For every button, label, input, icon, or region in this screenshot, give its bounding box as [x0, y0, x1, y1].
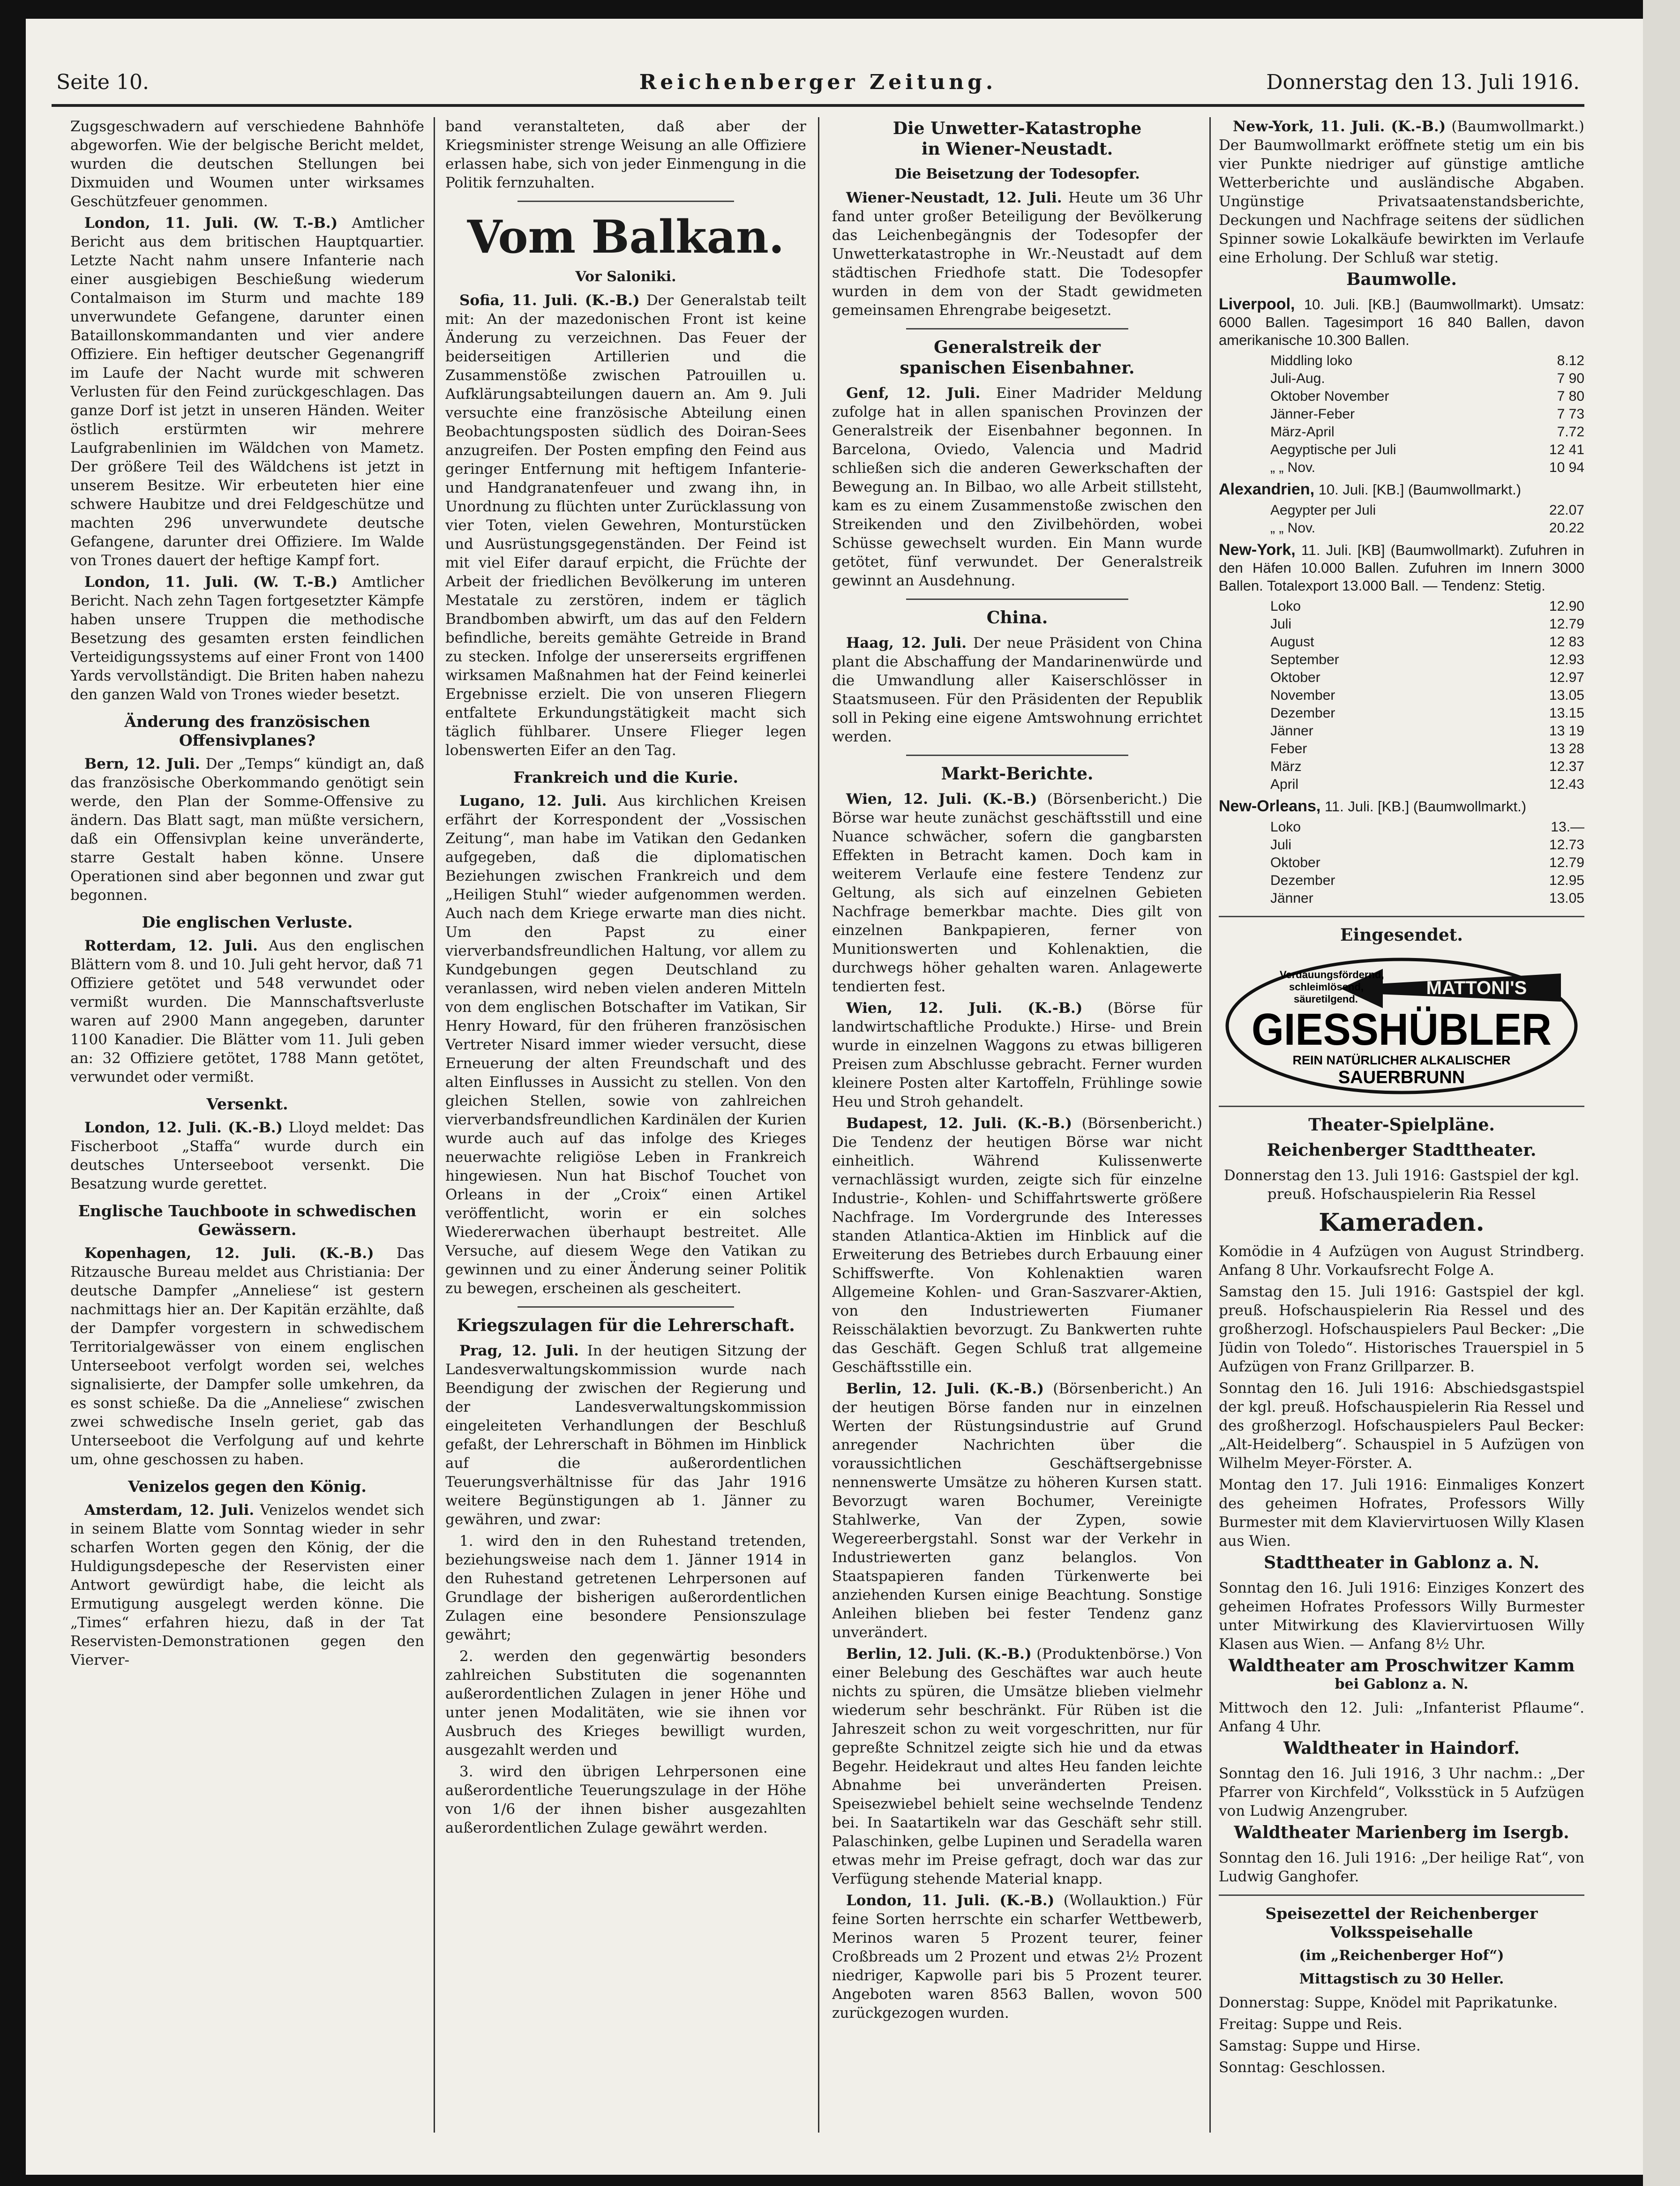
article-text	[832, 384, 1202, 590]
ad-tagline: schleimlösend,	[1289, 981, 1364, 993]
article-text	[445, 792, 806, 1298]
page-number: Seite 10.	[56, 70, 149, 94]
price-value: 7 90	[1557, 371, 1584, 386]
article-text	[70, 1118, 424, 1193]
headline: Stadttheater in Gablonz a. N.	[1264, 1553, 1539, 1572]
section-headline: Vom Balkan.	[467, 210, 785, 263]
price-value: 12 41	[1549, 442, 1584, 457]
theater-listing: Komödie in 4 Aufzügen von August Strindberg. Anfang 8 Uhr. Vorkaufsrecht Folge A.	[1219, 1243, 1584, 1279]
dateline: Budapest, 12. Juli. (K.-B.)	[846, 1115, 1072, 1132]
article-body: Das Ritzausche Bureau meldet aus Christiania: Der deutsche Dampfer „Anneliese“ ist gestern nachmittags hier an. Der Kapitän erzählte, daß der Dampfer vorgestern in schwedischem Territorialgewässer von einem englischen Unterseeboot verfolgt worden sei, welches signalisierte, der Dampfer solle umkehren, da es sonst schieße. Da die „Anneliese“ zwischen zwei schwedische Inseln geriet, gab das Unterseeboot die Verfolgung auf und kehrte um, ohne geschossen zu haben.	[70, 1245, 424, 1468]
article-text	[70, 755, 424, 905]
section-rule	[1219, 916, 1584, 917]
price-label: September	[1270, 652, 1339, 667]
price-label: August	[1270, 634, 1314, 650]
newspaper-title: Reichenberger Zeitung.	[639, 70, 997, 94]
article-text	[445, 1341, 806, 1529]
column-divider	[1209, 117, 1211, 2133]
dateline: London, 11. Juli. (W. T.-B.)	[84, 215, 338, 232]
headline: Baumwolle.	[1346, 270, 1457, 289]
price-label: Juli	[1270, 837, 1292, 853]
price-label: Juli	[1270, 616, 1292, 632]
price-label: März-April	[1270, 424, 1335, 440]
theater-listing: Donnerstag den 13. Juli 1916: Gastspiel der kgl. preuß. Hofschauspielerin Ria Ressel	[1223, 1167, 1580, 1203]
section-rule	[906, 328, 1128, 329]
price-label: Juli-Aug.	[1270, 371, 1325, 386]
header-rule	[52, 104, 1584, 107]
price-label: April	[1270, 777, 1299, 792]
play-title: Kameraden.	[1319, 1208, 1485, 1237]
price-table-new-orleans	[1219, 818, 1584, 907]
article-body: Amtlicher Bericht. Nach zehn Tagen fortgesetzter Kämpfe haben unsere Truppen die methodische Besetzung des gesamten ersten feindlichen Verteidigungssystems auf einer Front von 1400 Yards vervollständigt. Die Briten haben nahezu den ganzen Wald von Trones wieder besetzt.	[70, 574, 424, 703]
scan-edge	[1643, 0, 1680, 2186]
theater-section	[1219, 1115, 1584, 2077]
article-body: Lloyd meldet: Das Fischerboot „Staffa“ wurde durch ein deutsches Unterseeboot versenkt. Die Besatzung wurde gerettet.	[70, 1119, 424, 1192]
headline: in Wiener-Neustadt.	[921, 139, 1113, 159]
article-body: Einer Madrider Meldung zufolge hat in allen spanischen Provinzen der Generalstreik der Eisenbahner begonnen. In Barcelona, Oviedo, Valencia und Madrid schließen sich die anderen Gewerkschaften der Bewegung an. In Bilbao, wo alle Arbeit stillsteht, kam es zu einem Zusammenstoße zwischen den Streikenden und den Zivilbehörden, wobei Schüsse gewechselt wurden. Ein Mann wurde getötet, fünf verwundet. Der Generalstreik gewinnt an Ausdehnung.	[832, 385, 1202, 589]
dateline: Bern, 12. Juli.	[84, 756, 200, 772]
theater-listing: Sonntag den 16. Juli 1916: Abschiedsgastspiel der kgl. preuß. Hofschauspielerin Ria Ressel und des großherzogl. Hofschauspielers Paul Becker: „Alt-Heidelberg“. Schauspiel in 5 Aufzügen von Wilhelm Meyer-Förster. A.	[1219, 1380, 1584, 1472]
article-text	[70, 936, 424, 1086]
price-label: Oktober November	[1270, 389, 1389, 404]
page-header	[56, 70, 1580, 103]
dateline: Wiener-Neustadt, 12. Juli.	[846, 189, 1062, 206]
ad-description: REIN NATÜRLICHER ALKALISCHER	[1292, 1053, 1511, 1067]
article-body: Der „Temps“ kündigt an, daß das französische Oberkommando genötigt sein werde, den Plan der Somme-Offensive zu ändern. Das Blatt sagt, man müßte versichern, daß ein Offensivplan keine unveränderte, starre Gestalt haben könne. Unsere Operationen sind aber begonnen und zwar gut begonnen.	[70, 756, 424, 904]
price-value: 10 94	[1549, 460, 1584, 475]
price-label: Oktober	[1270, 855, 1320, 870]
section-rule	[906, 755, 1128, 756]
subheadline: bei Gablonz a. N.	[1335, 1676, 1469, 1692]
theater-listing: Montag den 17. Juli 1916: Einmaliges Konzert des geheimen Hofrates, Professors Willy Burmester mit dem Klaviervirtuosen Willy Klasen aus Wien.	[1219, 1476, 1584, 1550]
headline: China.	[986, 608, 1048, 628]
article-body: Heute um 36 Uhr fand unter großer Beteiligung der Bevölkerung das Leichenbegängnis der Todesopfer der Unwetterkatastrophe in Wr.-Neustadt auf dem städtischen Friedhofe statt. Die Todesopfer wurden in dem von der Stadt gewidmeten gemeinsamen Ehrengrabe beigesetzt.	[832, 189, 1202, 319]
market-city: Alexandrien,	[1219, 480, 1315, 498]
price-table-new-york	[1219, 598, 1584, 794]
price-table-liverpool	[1219, 352, 1584, 477]
article-body: Amtlicher Bericht aus dem britischen Hauptquartier. Letzte Nacht nahm unsere Infanterie nach einer ausgiebigen Beschießung wiederum Contalmaison im Sturm und machte 189 unverwundete Gefangene, darunter einen Bataillonskommandanten und vier andere Offiziere. Ein heftiger deutscher Gegenangriff im Laufe der Nacht wurde mit schweren Verlusten für den Feind zurückgeschlagen. Das ganze Dorf ist jetzt in unseren Händen. Weiter östlich erstürmten wir mehrere Laufgrabenlinien im Wäldchen von Mametz. Der größere Teil des Wäldchens ist jetzt in unserem Besitze. Wir erbeuteten hier eine schwere Haubitze und drei Feldgeschütze und machten 296 unverwundete deutsche Gefangene, darunter drei Offiziere. Im Walde von Trones dauert der heftige Kampf fort.	[70, 215, 424, 569]
headline: Eingesendet.	[1340, 925, 1463, 945]
ad-tagline: säuretilgend.	[1294, 993, 1358, 1005]
article-text: band veranstalteten, daß aber der Kriegsminister strenge Weisung an alle Offiziere erlassen habe, sich von jeder Einmengung in die Politik fernzuhalten.	[445, 118, 806, 191]
dateline: Amsterdam, 12. Juli.	[84, 1502, 255, 1519]
dateline: Lugano, 12. Juli.	[459, 793, 607, 809]
market-report	[1219, 797, 1584, 816]
price-label: Aegypter per Juli	[1270, 502, 1376, 518]
article-text	[832, 790, 1202, 996]
dateline: Haag, 12. Juli.	[846, 635, 967, 651]
article-text	[832, 1114, 1202, 1377]
article-body: (Wollauktion.) Für feine Sorten herrschte ein scharfer Wettbewerb, Merinos waren 5 Prozent teurer, feiner Croßbreads um 2 Prozent und etwas 2½ Prozent niedriger, Kapwolle pari bis 5 Prozent teurer. Angeboten waren 8563 Ballen, wovon 500 zurückgezogen wurden.	[832, 1892, 1202, 2021]
article-body: (Börsenbericht.) Die Tendenz der heutigen Börse war nicht einheitlich. Während Kulissenwerte vernachlässigt wurden, zeigte sich für einzelne Industrie-, Kohlen- und Schiffahrtswerte größere Nachfrage. Im Vordergrunde des Interesses standen Atlantica-Aktien im Hinblick auf die Erweiterung des Betriebes durch Erbauung einer Schiffswerfte. Von Kohlenaktien waren Allgemeine Kohlen- und Gran-Saszvarer-Aktien, von den Industriewerten Fiumaner Reisschälaktien bevorzugt. Zu Bankwerten ruhte das Geschäft. Gegen Schluß trat allgemeine Geschäftsstille ein.	[832, 1115, 1202, 1376]
headline: Waldtheater in Haindorf.	[1283, 1738, 1520, 1758]
headline: Reichenberger Stadttheater.	[1267, 1140, 1537, 1160]
article-body: (Börsenbericht.) Die Börse war heute zunächst geschäftsstill und eine Nuance schwächer, sofern die gangbarsten Effekten in Betracht kamen. Doch kam in weiterem Verlaufe eine festere Tendenz zur Geltung, als sich auf einzelnen Gebieten Nachfrage bemerkbar machte. Dies gilt von einzelnen Bankpapieren, ferner von Munitionswerten und Kohlenaktien, die durchwegs höher gehalten waren. Anlagewerte tendierten fest.	[832, 791, 1202, 995]
article-body: Venizelos wendet sich in seinem Blatte vom Sonntag wieder in sehr scharfen Worten gegen den König, der die Huldigungsdepesche der Reservisten einer Antwort gewürdigt habe, die leicht als Ermutigung ausgelegt werden könne. Die „Times“ erfahren hiezu, daß in der Tat Reservisten-Demonstrationen gegen den Vierver-	[70, 1502, 424, 1669]
price-label: Jänner-Feber	[1270, 406, 1355, 422]
article-body: Aus kirchlichen Kreisen erfährt der Korrespondent der „Vossischen Zeitung“, man habe im Vatikan den Gedanken aufgegeben, daß die diplomatischen Beziehungen zwischen Frankreich und dem „Heiligen Stuhl“ wieder aufgenommen werden. Auch nach dem Kriege erwarte man dies nicht. Um den Papst zu einer vierverbandsfreundlichen Haltung, vor allem zu Kundgebungen gegen Deutschland zu veranlassen, wird neben vielen anderen Mitteln von dem englischen Botschafter im Vatikan, Sir Henry Howard, für den früheren französischen Vertreter Nisard immer wieder versucht, diese Erneuerung der alten Freundschaft und des alten Einflusses in Aussicht zu stellen. Von den gleichen Stellen, sowie von zahlreichen vierverbandsfreundlichen Kardinälen der Kurien wurde auch auf das infolge des Krieges neuerwachte religiöse Leben in Frankreich hingewiesen. Nun hat Bischof Touchet von Orleans in der „Croix“ einen Artikel veröffentlicht, worin er ein solches Wiedererwachen überhaupt bestreitet. Alle Versuche, auf diesem Wege den Vatikan zu gewinnen und zu einer Änderung seiner Politik zu bewegen, erscheinen als gescheitert.	[445, 793, 806, 1297]
article-body: (Produktenbörse.) Von einer Belebung des Geschäftes war auch heute nichts zu spüren, die Umsätze blieben vielmehr wiederum sehr beschränkt. Für Rüben ist die Jahreszeit schon zu weit vorgeschritten, nur für gepreßte Schnitzel zeigte sich hie und da etwas Begehr. Heidekraut und altes Heu fanden leichte Abnahme bei unveränderten Preisen. Speisezwiebel behielt seine wechselnde Tendenz bei. In Saatartikeln war das Geschäft sehr still. Palaschinken, gelbe Lupinen und Seradella waren etwas mehr im Preise gefragt, doch war das zur Verfügung stehende Material knapp.	[832, 1646, 1202, 1887]
price-value: 12 83	[1549, 634, 1584, 650]
price-value: 13 19	[1549, 723, 1584, 739]
price-value: 12.97	[1549, 670, 1584, 685]
theater-listing: Mittwoch den 12. Juli: „Infanterist Pflaume“. Anfang 4 Uhr.	[1219, 1699, 1584, 1735]
article-body: In der heutigen Sitzung der Landesverwaltungskommission wurde nach Beendigung der zwischen der Regierung und der Landesverwaltungskommission eingeleiteten Verhandlungen der Beschluß gefaßt, der Lehrerschaft in Böhmen im Hinblick auf die außerordentlichen Teuerungsverhältnisse für das Jahr 1916 weitere Begünstigungen ab 1. Jänner zu gewähren, und zwar:	[445, 1342, 806, 1528]
price-label: Dezember	[1270, 873, 1335, 888]
section-rule	[518, 201, 734, 202]
theater-listing: Sonntag den 16. Juli 1916: Einziges Konzert des geheimen Hofrates Professors Willy Burmester unter Mitwirkung des Klaviervirtuosen Willy Klasen aus Wien. — Anfang 8½ Uhr.	[1219, 1580, 1584, 1653]
price-label: März	[1270, 759, 1302, 774]
price-value: 13.—	[1551, 819, 1584, 835]
menu-item: Donnerstag: Suppe, Knödel mit Paprikatunke.	[1219, 1994, 1558, 2011]
dateline: Wien, 12. Juli. (K.-B.)	[846, 791, 1037, 808]
article-body: Der neue Präsident von China plant die Abschaffung der Mandarinenwürde und die Umwandlung aller Kaiserschlösser in Staatsmuseen. Für den Präsidenten der Republik soll in Peking eine eigene Amtswohnung errichtet werden.	[832, 635, 1202, 745]
dateline: London, 11. Juli. (W. T.-B.)	[84, 574, 338, 591]
headline: Speisezettel der Reichenberger Volksspeisehalle	[1265, 1904, 1538, 1941]
price-value: 12.95	[1549, 873, 1584, 888]
price-value: 20.22	[1549, 520, 1584, 536]
market-city: New-Orleans,	[1219, 797, 1321, 815]
price-label: Dezember	[1270, 705, 1335, 721]
market-report	[1219, 480, 1584, 499]
headline: Generalstreik der	[934, 337, 1101, 357]
dateline: Berlin, 12. Juli. (K.-B.)	[846, 1380, 1044, 1397]
headline: Waldtheater Marienberg im Isergb.	[1234, 1823, 1569, 1842]
price-value: 12.37	[1549, 759, 1584, 774]
menu-item: Freitag: Suppe und Reis.	[1219, 2016, 1402, 2033]
issue-date: Donnerstag den 13. Juli 1916.	[1266, 70, 1580, 94]
market-text: 10. Juli. [KB.] (Baumwollmarkt). Umsatz: 6000 Ballen. Tagesimport 16 840 Ballen, davon amerikanische 10.300 Ballen.	[1219, 296, 1584, 348]
dateline: Kopenhagen, 12. Juli. (K.-B.)	[84, 1245, 374, 1262]
headline: Englische Tauchboote in schwedischen Gewässern.	[78, 1202, 417, 1239]
article-text	[70, 573, 424, 704]
column-divider	[434, 117, 435, 2133]
column-2	[445, 117, 806, 2133]
column-divider	[818, 117, 819, 2133]
price-label: Loko	[1270, 599, 1301, 614]
price-value: 13.15	[1549, 705, 1584, 721]
section-rule	[1219, 1894, 1584, 1896]
price-value: 13.05	[1549, 688, 1584, 703]
price-value: 8.12	[1557, 353, 1584, 368]
price-label: „ „ Nov.	[1270, 520, 1316, 536]
price-value: 12.79	[1549, 616, 1584, 632]
market-report	[1219, 295, 1584, 349]
menu-item: Samstag: Suppe und Hirse.	[1219, 2037, 1421, 2054]
dateline: Wien, 12. Juli. (K.-B.)	[846, 1000, 1083, 1017]
headline: Theater-Spielpläne.	[1308, 1115, 1495, 1135]
price-label: Jänner	[1270, 723, 1313, 739]
headline: Die englischen Verluste.	[142, 913, 353, 931]
article-text	[832, 188, 1202, 320]
advertisement-graphic	[1223, 956, 1580, 1096]
theater-listing: Sonntag den 16. Juli 1916, 3 Uhr nachm.: „Der Pfarrer von Kirchfeld“, Volksstück in 5 Aufzügen von Ludwig Anzengruber.	[1219, 1765, 1584, 1819]
price-label: Feber	[1270, 741, 1307, 756]
article-text	[445, 291, 806, 760]
article-text	[70, 1501, 424, 1669]
subheadline: (im „Reichenberger Hof“)	[1299, 1947, 1504, 1964]
ad-product-name: GIESSHÜBLER	[1252, 1004, 1552, 1055]
subheadline: Vor Saloniki.	[575, 269, 676, 285]
article-text: 1. wird den in den Ruhestand tretenden, beziehungsweise nach dem 1. Jänner 1914 in den Ruhestand getretenen Lehrpersonen auf Grundlage der bisherigen außerordentlichen Zulagen eine besondere Pensionszulage gewährt;	[445, 1533, 806, 1643]
price-value: 22.07	[1549, 502, 1584, 518]
column-1	[70, 117, 424, 2133]
price-value: 12.93	[1549, 652, 1584, 667]
article-text	[832, 634, 1202, 746]
price-label: „ „ Nov.	[1270, 460, 1316, 475]
article-text: Zugsgeschwadern auf verschiedene Bahnhöfe abgeworfen. Wie der belgische Bericht meldet, wurden die deutschen Stellungen bei Dixmuiden und Woumen unter wirksames Geschützfeuer genommen.	[70, 118, 424, 210]
dateline: New-York, 11. Juli. (K.-B.)	[1233, 118, 1446, 135]
article-text	[832, 1645, 1202, 1888]
price-label: Loko	[1270, 819, 1301, 835]
price-value: 12.73	[1549, 837, 1584, 853]
price-value: 7 80	[1557, 389, 1584, 404]
market-text: 10. Juli. [KB.] (Baumwollmarkt.)	[1318, 481, 1522, 498]
mattoni-advertisement	[1219, 956, 1584, 1096]
article-text	[832, 999, 1202, 1111]
dateline: Genf, 12. Juli.	[846, 385, 981, 402]
article-body: Der Generalstab teilt mit: An der mazedonischen Front ist keine Änderung zu verzeichnen. Das Feuer der beiderseitigen Artillerien und die Zusammenstöße zwischen Patrouillen u. Aufklärungsabteilungen dauern an. Am 9. Juli versuchte eine französische Abteilung einen Beobachtungsposten südlich des Doiran-Sees anzugreifen. Der Posten empfing den Feind aus geringer Entfernung mit heftigem Infanterie- und Handgranatenfeuer und zwang ihn, in Unordnung zu flüchten unter Zurücklassung von vier Toten, vielen Gewehren, Monturstücken und Ausrüstungsgegenständen. Der Feind ist mit viel Eifer darauf erpicht, die Früchte der Arbeit der friedlichen Bevölkerung im unteren Mestatale zu zerstören, indem er täglich Brandbomben abwirft, um das auf den Feldern befindliche, bereits gemähte Getreide in Brand zu stecken. Infolge der unsererseits ergriffenen wirksamen Maßnahmen hat der Feind keinerlei Ergebnisse erzielt. Die von unseren Fliegern entfaltete Erkundungstätigkeit macht sich täglich fühlbarer. Unsere Flieger legen lobenswerten Eifer an den Tag.	[445, 292, 806, 759]
price-label: Jänner	[1270, 891, 1313, 906]
price-value: 13 28	[1549, 741, 1584, 756]
price-value: 7 73	[1557, 406, 1584, 422]
market-text: 11. Juli. [KB] (Baumwollmarkt). Zufuhren in den Häfen 10.000 Ballen. Zufuhren im Innern 3000 Ballen. Totalexport 13.000 Ball. — Tendenz: Stetig.	[1219, 542, 1584, 594]
article-text	[1219, 117, 1584, 267]
dateline: London, 11. Juli. (K.-B.)	[846, 1892, 1055, 1909]
column-4	[1219, 117, 1584, 2133]
section-rule	[518, 1306, 734, 1308]
article-body: Aus den englischen Blättern vom 8. und 10. Juli geht hervor, daß 71 Offiziere getötet und 548 verwundet oder vermißt wurden. Die Mannschaftsverluste waren auf 2900 Mann angegeben, darunter 1100 Kanadier. Die Blätter vom 11. Juli geben an: 32 Offiziere getötet, 1788 Mann getötet, verwundet oder vermißt.	[70, 937, 424, 1086]
price-value: 12.79	[1549, 855, 1584, 870]
market-report	[1219, 541, 1584, 595]
price-value: 12.43	[1549, 777, 1584, 792]
price-label: Middling loko	[1270, 353, 1353, 368]
price-table-alexandria	[1219, 502, 1584, 537]
dateline: Sofia, 11. Juli. (K.-B.)	[459, 292, 640, 309]
article-body: (Börsenbericht.) An der heutigen Börse fanden nur in einzelnen Werten der Rüstungsindustrie auf Grund anregender Nachrichten über die voraussichtlichen Geschäftsergebnisse nennenswerte Umsätze zu höheren Kursen statt. Bevorzugt waren Bochumer, Vereinigte Stahlwerke, Van der Zypen, sowie Wegereerbergstahl. Sonst war der Verkehr in Industriewerten ganz belanglos. Von Staatspapieren fanden Türkenwerte bei anziehenden Kursen einige Beachtung. Sonstige Anleihen blieben bei fester Tendenz ganz unverändert.	[832, 1380, 1202, 1641]
price-value: 12.90	[1549, 599, 1584, 614]
headline: Änderung des französischen Offensivplanes?	[124, 712, 370, 749]
dateline: Rotterdam, 12. Juli.	[84, 937, 258, 954]
theater-listing: Samstag den 15. Juli 1916: Gastspiel der kgl. preuß. Hofschauspielerin Ria Ressel und des großherzogl. Hofschauspielers Paul Becker: „Die Jüdin von Toledo“. Historisches Trauerspiel in 5 Aufzügen von Franz Grillparzer. B.	[1219, 1283, 1584, 1375]
headline: Venizelos gegen den König.	[128, 1477, 367, 1496]
section-rule	[906, 599, 1128, 600]
article-text	[832, 1891, 1202, 2022]
market-city: New-York,	[1219, 541, 1296, 559]
dateline: Berlin, 12. Juli. (K.-B.)	[846, 1646, 1032, 1662]
price-label: Aegyptische per Juli	[1270, 442, 1396, 457]
price-label: Oktober	[1270, 670, 1320, 685]
headline: Waldtheater am Proschwitzer Kamm	[1228, 1656, 1575, 1676]
headline: Versenkt.	[206, 1095, 288, 1113]
section-rule	[1219, 1106, 1584, 1107]
ad-product-type: SAUERBRUNN	[1338, 1068, 1465, 1087]
price-label: November	[1270, 688, 1335, 703]
ad-brand: MATTONI'S	[1426, 978, 1527, 998]
dateline: Prag, 12. Juli.	[459, 1342, 579, 1359]
article-text	[70, 1244, 424, 1469]
headline: Die Unwetter-Katastrophe	[892, 119, 1142, 138]
article-text	[70, 214, 424, 570]
ad-tagline: Verdauungsfördernd,	[1280, 969, 1384, 981]
market-city: Liverpool,	[1219, 295, 1295, 313]
market-text: 11. Juli. [KB.] (Baumwollmarkt.)	[1324, 798, 1527, 815]
theater-listing: Sonntag den 16. Juli 1916: „Der heilige Rat“, von Ludwig Ganghofer.	[1219, 1849, 1584, 1885]
menu-item: Sonntag: Geschlossen.	[1219, 2059, 1386, 2076]
dateline: London, 12. Juli. (K.-B.)	[84, 1119, 283, 1136]
subheadline: Mittagstisch zu 30 Heller.	[1299, 1971, 1504, 1987]
article-text	[832, 1379, 1202, 1642]
column-3	[832, 117, 1202, 2133]
article-body: (Börse für landwirtschaftliche Produkte.) Hirse- und Brein wurde in einzelnen Waggons zu etwas billigeren Preisen zum Abschlusse gebracht. Ferner wurden kleinere Posten alter Kartoffeln, Frühlinge sowie Heu und Stroh gehandelt.	[832, 1000, 1202, 1110]
price-value: 13.05	[1549, 891, 1584, 906]
subheadline: Die Beisetzung der Todesopfer.	[894, 166, 1140, 182]
headline: Frankreich und die Kurie.	[513, 768, 738, 786]
price-value: 7.72	[1557, 424, 1584, 440]
headline: spanischen Eisenbahner.	[900, 358, 1135, 378]
article-text: 2. werden den gegenwärtig besonders zahlreichen Substituten die sogenannten außerordentlichen Zulagen in jener Höhe und unter jenen Modalitäten, wie sie ihnen vor Ausbruch des Krieges bewilligt wurden, ausgezahlt werden und	[445, 1648, 806, 1759]
headline: Kriegszulagen für die Lehrerschaft.	[457, 1316, 795, 1335]
article-body: (Baumwollmarkt.) Der Baumwollmarkt eröffnete stetig um ein bis vier Punkte niedriger auf günstige amtliche Wetterberichte und ausländische Abgaben. Ungünstige Privatsaatenstandsberichte, Deckungen und Nachfrage seitens der südlichen Spinner sowie Lokalkäufe bewirkten im Verlaufe eine Erholung. Der Schluß war stetig.	[1219, 118, 1584, 266]
article-text: 3. wird den übrigen Lehrpersonen eine außerordentliche Teuerungszulage in der Höhe von 1/6 der ihnen bisher ausgezahlten außerordentlichen Zulage gewährt werden.	[445, 1763, 806, 1836]
headline: Markt-Berichte.	[941, 764, 1094, 784]
